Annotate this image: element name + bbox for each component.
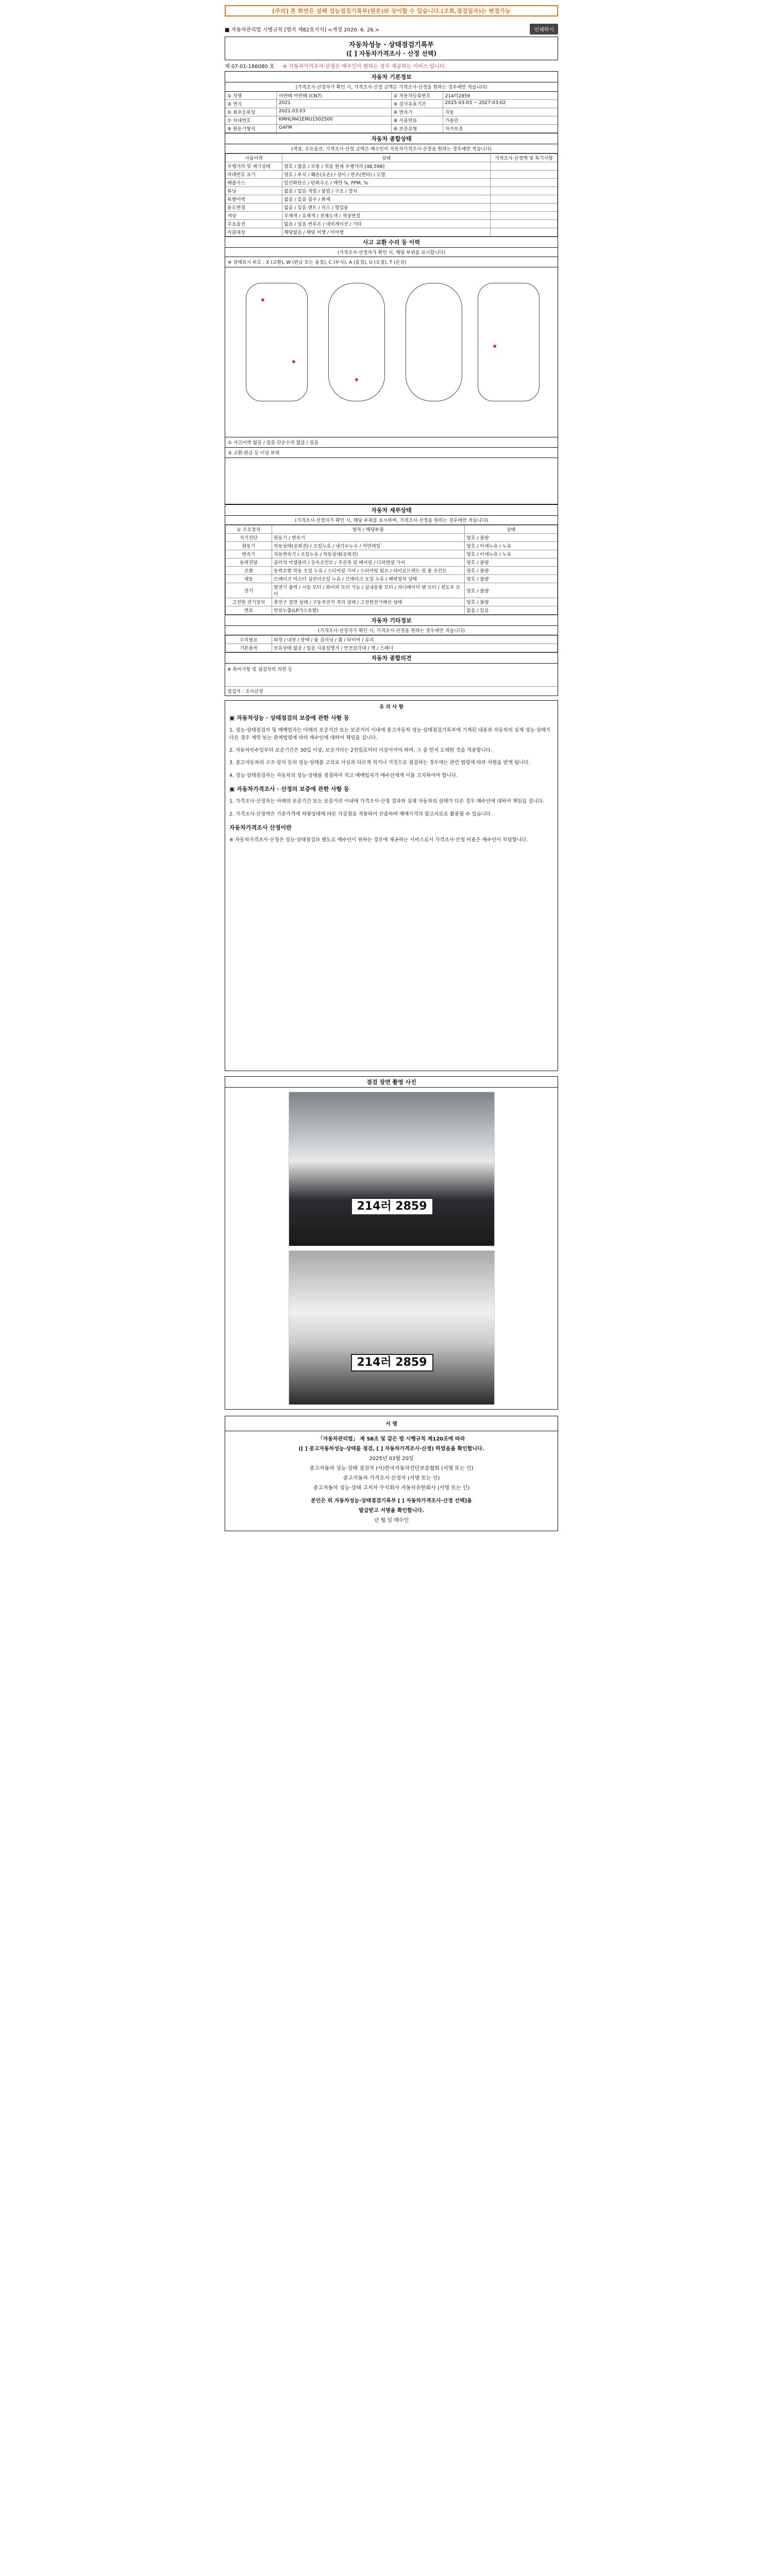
status-label: 차대번호 표기 xyxy=(226,171,282,179)
basic-info-label: ① 차명 xyxy=(225,92,277,99)
status-note: (색상, 주요옵션, 가격조사·산정 금액은 매수인이 자동차가격조사·산정을 원하는 경우에만 적습니다) xyxy=(225,144,558,154)
notice-paragraph: 1. 성능·상태점검자 및 매매업자는 아래의 보증기간 또는 보증거리 이내에 중고자동차 성능·상태점검기록부에 기재된 내용과 자동차의 실제 성능·상태가 다른 경우 계약 또는 관계법령에 따라 매수인에 대하여 책임을 집니다. xyxy=(229,727,551,741)
basic-info-row xyxy=(392,125,558,133)
notice-paragraph: 3. 중고자동차의 구조·장치 등의 성능·상태를 고의로 사실과 다르게 적거나 거짓으로 점검하는 경우에는 관련 법령에 따라 처벌을 받게 됩니다. xyxy=(229,760,530,766)
status-table xyxy=(225,154,558,236)
basic-info-row xyxy=(392,92,558,100)
other-value: 외장 / 내장 / 광택 / 룸 클리닝 / 휠 / 타이어 / 유리 xyxy=(272,636,558,644)
status-note-cell xyxy=(491,212,558,220)
damage-mark xyxy=(261,298,264,301)
status-col-note: 가격조사·산정액 및 특기사항 xyxy=(491,154,558,162)
rear-car-photo xyxy=(289,1250,495,1405)
front-car-photo xyxy=(289,1092,495,1246)
detail-col-state: 상태 xyxy=(465,526,558,534)
basic-info-row xyxy=(225,108,392,116)
opinion-inspector: 점검자 : 조사산정 xyxy=(225,686,558,696)
status-note-cell xyxy=(491,204,558,212)
other-note: (가격조사·산정자가 확인 시, 가격조사·산정을 원하는 경우에만 적습니다) xyxy=(225,626,558,635)
signature-line: 중고자동차 가격조사·산정자 (서명 또는 인) xyxy=(343,1476,440,1481)
basic-info-label: ⑦ 차대번호 xyxy=(225,116,277,124)
basic-info-row xyxy=(392,108,558,116)
detail-state: 양호 / 불량 xyxy=(465,598,558,606)
detail-items: 브레이크 마스터 실린더오일 누유 / 브레이크 오일 누유 / 배력장치 상태 xyxy=(272,575,465,583)
detail-items: 자동변속기 / 오일누유 / 작동상태(공회전) xyxy=(272,550,465,558)
detail-device: 제동 xyxy=(226,575,272,583)
car-left-view xyxy=(246,283,308,401)
signature-line: 중고자동차 성능·상태 점검자 (사)한국자동차진단보증협회 (서명 또는 인) xyxy=(309,1466,474,1471)
page-subtitle: ([ ] 자동차가격조사 · 산정 선택) xyxy=(346,50,436,57)
status-note-cell xyxy=(491,179,558,187)
notice-paragraph: ※ 자동차가격조사·산정은 성능·상태점검과 별도로 매수인이 원하는 경우에 제공하는 서비스로서 가격조사·산정 비용은 매수인이 부담합니다. xyxy=(229,837,528,843)
accident-history-line: ① 사고이력 없음 / 있음 단순수리 없음 / 있음 xyxy=(225,437,558,448)
status-note-cell xyxy=(491,228,558,236)
detail-items: 작동상태(공회전) / 오일누유 / 냉각수누수 / 커먼레일 xyxy=(272,542,465,550)
status-heading: 자동차 종합상태 xyxy=(225,133,558,144)
basic-info-value: 아반떼 아반떼 (CN7) xyxy=(279,94,322,99)
basic-info-row xyxy=(225,100,392,108)
basic-info-row xyxy=(225,92,392,100)
detail-device: 동력전달 xyxy=(226,558,272,567)
status-label: 특별이력 xyxy=(226,195,282,204)
signature-heading: 서 명 xyxy=(225,1419,558,1431)
notice-heading-2: ▣ 자동차가격조사 · 산정의 보증에 관한 사항 등 xyxy=(229,785,349,792)
other-table xyxy=(225,635,558,652)
status-row xyxy=(226,228,558,236)
status-value: 없음 / 있음 침수 / 화재 xyxy=(282,195,491,204)
inspection-document xyxy=(225,0,558,2576)
status-row xyxy=(226,171,558,179)
status-value: 없음 / 있음 적법 / 불법 / 구조 / 장치 xyxy=(282,187,491,195)
doc-number: 제 07-01-186080 호 xyxy=(225,64,275,70)
basic-info-value: 2021 xyxy=(279,100,291,106)
detail-row xyxy=(226,575,558,583)
license-plate-front: 214러 2859 xyxy=(351,1198,433,1215)
detail-device: 변속기 xyxy=(226,550,272,558)
other-label: 수리필요 xyxy=(226,636,272,644)
detail-row xyxy=(226,558,558,567)
detail-device: 연료 xyxy=(226,606,272,615)
status-value: 양호 / 많음 / 보통 / 적음 현재 주행거리 [48,598] xyxy=(282,162,491,171)
status-row xyxy=(226,212,558,220)
doc-note: ※ 자동차가격조사·산정은 매수인이 원하는 경우 제공하는 서비스 입니다. xyxy=(282,64,446,70)
basic-info-heading: 자동차 기본정보 xyxy=(225,72,558,82)
status-col-state: 상태 xyxy=(282,154,491,162)
basic-info-row xyxy=(392,100,558,108)
basic-info-label: ④ 검사유효기간 xyxy=(392,100,443,108)
detail-device: 조향 xyxy=(226,567,272,575)
notice-heading-3: 자동차가격조사 산정이란 xyxy=(229,824,292,831)
basic-info-label: ⑩ 보증유형 xyxy=(392,125,443,132)
basic-info-value: 자동 xyxy=(445,110,454,115)
basic-info-label: ⑨ 원동기형식 xyxy=(225,125,277,132)
status-label: 튜닝 xyxy=(226,187,282,195)
status-value: 없음 / 있음 썬루프 / 네비게이션 / 기타 xyxy=(282,220,491,228)
signature-line: 중고자동차 성능·상태 고지자 주식회사 자동차유한회사 (서명 또는 인) xyxy=(313,1485,470,1491)
signature-line: 발급받고 서명을 확인합니다. xyxy=(359,1508,424,1514)
damage-mark xyxy=(292,360,295,363)
other-value: 보유상태 없음 / 있음 사용설명서 / 안전삼각대 / 잭 / 스패너 xyxy=(272,644,558,652)
notice-paragraph: 2. 가격조사·산정액은 기준가격에 차량상태에 따른 가감점을 적용하여 산출하며 매매가격의 참고자료로 활용될 수 있습니다. xyxy=(229,811,493,817)
status-label: 리콜대상 xyxy=(226,228,282,236)
detail-state: 양호 / 미세누유 / 누유 xyxy=(465,542,558,550)
car-damage-diagram xyxy=(225,267,558,437)
damage-mark xyxy=(355,378,358,381)
detail-device: 전기 xyxy=(226,583,272,598)
basic-info-value: 214러2859 xyxy=(445,94,470,99)
status-row xyxy=(226,195,558,204)
status-note-cell xyxy=(491,171,558,179)
basic-info-label: ⑥ 변속기 xyxy=(392,108,443,116)
basic-info-label: ③ 연식 xyxy=(225,100,277,108)
detail-state: 양호 / 미세누유 / 누유 xyxy=(465,550,558,558)
status-section xyxy=(225,133,558,236)
detail-device: 원동기 xyxy=(226,542,272,550)
detail-items: 연료누출(LP가스포함) xyxy=(272,606,465,615)
accident-legend: ※ 상태표시 부호 : X (교환), W (판금 또는 용접), C (부식), A (흠집), U (요철), T (손상) xyxy=(225,257,558,267)
status-label: 용도변경 xyxy=(226,204,282,212)
accident-heading: 사고 교환 수리 등 이력 xyxy=(225,237,558,248)
opinion-text: ※ 특이사항 및 점검자의 의견 등 xyxy=(227,667,293,672)
basic-info-row xyxy=(392,116,558,125)
status-label: 주요옵션 xyxy=(226,220,282,228)
signature-line: 본인은 위 자동차성능·상태점검기록부 [ ] 자동차가격조사·산정 선택]을 xyxy=(311,1498,472,1504)
other-section xyxy=(225,615,558,652)
detail-items: 발전기 출력 / 시동 모터 / 와이퍼 모터 기능 / 실내송풍 모터 / 라디에이터 팬 모터 / 윈도우 모터 xyxy=(272,583,465,598)
notice-heading-1: ▣ 자동차성능 · 상태점검의 보증에 관한 사항 등 xyxy=(229,714,349,721)
notice-paragraph: 1. 가격조사·산정자는 아래의 보증기간 또는 보증거리 이내에 가격조사·산정 결과와 실제 자동차의 상태가 다른 경우 매수인에 대하여 책임을 집니다. xyxy=(229,799,544,805)
detail-state: 양호 / 불량 xyxy=(465,558,558,567)
detail-device: 자기진단 xyxy=(226,534,272,542)
detail-items: 동력조향 작동 오일 누유 / 스티어링 기어 / 스티어링 펌프 / 타이로드엔드 및 볼 조인트 xyxy=(272,567,465,575)
damage-mark xyxy=(493,345,496,348)
car-right-view xyxy=(478,283,540,401)
accident-section xyxy=(225,236,558,504)
status-label: 주행거리 및 계기상태 xyxy=(226,162,282,171)
basic-info-row xyxy=(225,125,392,133)
detail-row xyxy=(226,550,558,558)
basic-info-note: (가격조사·산정자가 확인 시, 가격조사·산정 금액은 가격조사·산정을 원하는 경우에만 적습니다) xyxy=(225,82,558,92)
detail-row xyxy=(226,534,558,542)
law-reference: ■ 자동차관리법 시행규칙 [별지 제82호서식] <개정 2020. 6. 26.> xyxy=(225,27,380,33)
other-row xyxy=(226,636,558,644)
status-note-cell xyxy=(491,195,558,204)
status-row xyxy=(226,220,558,228)
car-top-view xyxy=(328,283,385,401)
status-value: 해당없음 / 해당 이행 / 미이행 xyxy=(282,228,491,236)
detail-col-device: ① 주요장치 xyxy=(226,526,272,534)
detail-note: (가격조사·산정자가 확인 시, 해당 부위를 표시하며, 가격조사·산정을 원하는 경우에만 적습니다) xyxy=(225,516,558,525)
detail-items: 원동기 / 변속기 xyxy=(272,534,465,542)
detail-state: 양호 / 불량 xyxy=(465,583,558,598)
detail-row xyxy=(226,598,558,606)
detail-section xyxy=(225,504,558,615)
other-label: 기본품목 xyxy=(226,644,272,652)
status-note-cell xyxy=(491,187,558,195)
other-heading: 자동차 기타정보 xyxy=(225,615,558,626)
warning-banner: [주의] 본 화면은 설해 성능점검기록부(원본)와 상이할 수 있습니다.(조회,점검일자)는 변경가능 xyxy=(225,5,558,16)
detail-row xyxy=(226,606,558,615)
basic-info-section xyxy=(225,71,558,133)
notice-title: 유 의 사 항 xyxy=(379,704,404,710)
basic-info-value: KMHLM41EMU1502500 xyxy=(279,117,333,122)
detail-row xyxy=(226,542,558,550)
detail-device: 고전원 전기장치 xyxy=(226,598,272,606)
status-value: 무채색 / 유채색 / 전체도색 / 색상변경 xyxy=(282,212,491,220)
status-row xyxy=(226,162,558,171)
basic-info-value: 자가보증 xyxy=(445,127,463,132)
accident-parts-table xyxy=(225,458,558,504)
signature-line: 년 월 일 매수인 xyxy=(374,1518,409,1523)
status-note-cell xyxy=(491,162,558,171)
license-plate-rear: 214러 2859 xyxy=(351,1354,433,1371)
basic-info-value: 가솔린 xyxy=(445,118,459,124)
status-row xyxy=(226,179,558,187)
status-col-usage: 사용이력 xyxy=(226,154,282,162)
detail-items: 클러치 어셈블리 / 등속조인트 / 추진축 및 베어링 / 디퍼렌셜 기어 xyxy=(272,558,465,567)
accident-note: (가격조사·산정자가 확인 시, 해당 부위를 표시합니다) xyxy=(225,248,558,257)
page-title: 자동차성능 · 상태점검기록부 xyxy=(349,41,434,49)
detail-state: 양호 / 불량 xyxy=(465,534,558,542)
detail-col-items: 항목 / 해당부품 xyxy=(272,526,465,534)
accident-parts-line: ② 교환·판금 등 이상 부위 xyxy=(225,448,558,458)
detail-row xyxy=(226,583,558,598)
opinion-section xyxy=(225,652,558,696)
photos-section xyxy=(225,1076,558,1410)
notice-paragraph: 4. 성능·상태점검자는 자동차의 성능·상태를 점검하여 적고 매매업자가 매수인에게 이를 고지하여야 합니다. xyxy=(229,772,458,778)
detail-state: 없음 / 있음 xyxy=(465,606,558,615)
signature-line: 「자동차관리법」 제 58조 및 같은 법 시행규칙 제120조에 따라 xyxy=(317,1436,465,1442)
signature-section xyxy=(225,1416,558,1531)
print-button[interactable]: 인쇄하기 xyxy=(530,24,558,35)
photos-heading: 점검 장면 촬영 사진 xyxy=(225,1077,558,1088)
status-label: 배출가스 xyxy=(226,179,282,187)
detail-items: 충전구 절연 상태 / 구동축전지 격리 상태 / 고전원전기배선 상태 xyxy=(272,598,465,606)
notice-section xyxy=(225,700,558,1071)
status-value: 양호 / 부식 / 훼손(오손) / 상이 / 변조(변타) / 도말 xyxy=(282,171,491,179)
opinion-heading: 자동차 종합의견 xyxy=(225,653,558,664)
other-row xyxy=(226,644,558,652)
detail-state: 양호 / 불량 xyxy=(465,575,558,583)
basic-info-value: G4FM xyxy=(279,125,292,130)
basic-info-value: 2025-03-03 ~ 2027-03-02 xyxy=(445,100,506,106)
signature-line: ([ ] 중고자동차성능·상태를 점검, [ ] 자동차가격조사·산정) 하였음을 확인합니다. xyxy=(298,1446,484,1452)
status-value: 없음 / 있음 렌트 / 리스 / 영업용 xyxy=(282,204,491,212)
signature-date: 2025년 03월 20일 xyxy=(369,1456,414,1462)
detail-heading: 자동차 세부상태 xyxy=(225,505,558,516)
detail-row xyxy=(226,567,558,575)
detail-state: 양호 / 불량 xyxy=(465,567,558,575)
basic-info-label: ② 자동차등록번호 xyxy=(392,92,443,99)
status-row xyxy=(226,204,558,212)
basic-info-label: ⑤ 최초등록일 xyxy=(225,108,277,116)
status-note-cell xyxy=(491,220,558,228)
status-value: 일산화탄소 / 탄화수소 / 매연 %, PPM, % xyxy=(282,179,491,187)
basic-info-row xyxy=(225,116,392,125)
detail-table xyxy=(225,525,558,615)
basic-info-value: 2021.03.03 xyxy=(279,109,306,114)
title-box xyxy=(225,37,558,60)
basic-info-grid xyxy=(225,92,558,133)
status-label: 색상 xyxy=(226,212,282,220)
car-bottom-view xyxy=(406,283,462,401)
status-row xyxy=(226,187,558,195)
notice-paragraph: 2. 자동차인수일부터 보증기간은 30일 이상, 보증거리는 2천킬로미터 이상이어야 하며, 그 중 먼저 도래한 것을 적용합니다. xyxy=(229,748,492,754)
basic-info-label: ⑧ 사용연료 xyxy=(392,116,443,124)
